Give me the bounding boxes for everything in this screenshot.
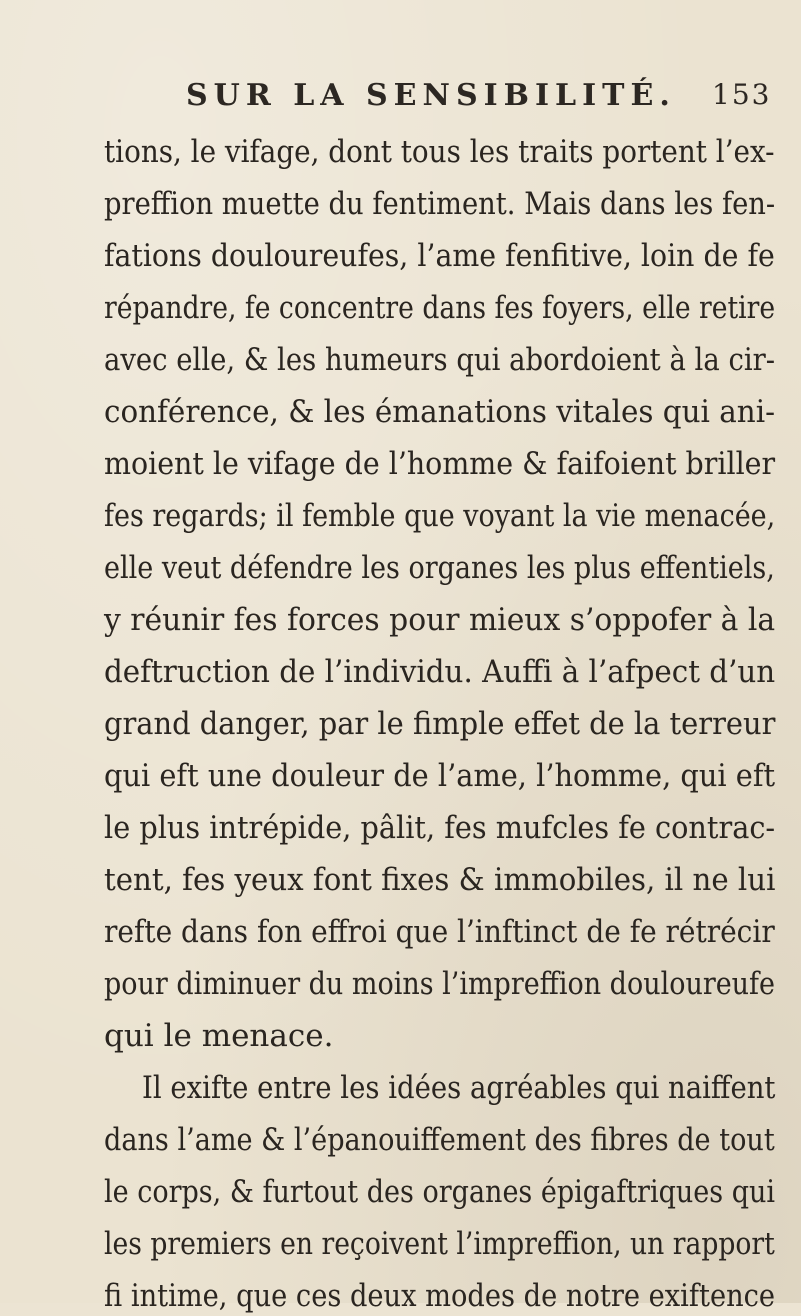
text-line: fations douloureufes, l’ame fenfitive, loin de fe <box>104 238 775 274</box>
text-line: Il exifte entre les idées agréables qui naiffent <box>142 1070 776 1106</box>
text-line: qui le menace. <box>104 1018 334 1054</box>
text-line: qui eft une douleur de l’ame, l’homme, qui eft <box>104 758 776 794</box>
running-head: SUR LA SENSIBILITÉ. <box>186 78 676 113</box>
text-line: elle veut défendre les organes les plus effentiels, <box>104 550 775 586</box>
text-line: moient le vifage de l’homme & faifoient briller <box>104 446 776 482</box>
text-line: fi intime, que ces deux modes de notre exiftence <box>104 1278 776 1314</box>
text-line: les premiers en reçoivent l’impreffion, un rapport <box>104 1226 775 1262</box>
page-number: 153 <box>712 78 772 111</box>
text-line: répandre, fe concentre dans fes foyers, elle retire <box>104 290 776 326</box>
text-line: deftruction de l’individu. Auffi à l’afpect d’un <box>104 654 776 690</box>
text-line: avec elle, & les humeurs qui abordoient à la cir- <box>104 342 776 378</box>
text-line: tent, fes yeux font fixes & immobiles, il ne lui <box>104 862 776 898</box>
page-header <box>186 78 776 122</box>
text-line: grand danger, par le fimple effet de la terreur <box>104 706 776 742</box>
text-line: refte dans fon effroi que l’inftinct de fe rétrécir <box>104 914 775 950</box>
text-line: conférence, & les émanations vitales qui ani- <box>104 394 776 430</box>
text-line: dans l’ame & l’épanouiffement des fibres de tout <box>104 1122 775 1158</box>
text-line: pour diminuer du moins l’impreffion douloureufe <box>104 966 776 1002</box>
text-line: le corps, & furtout des organes épigaftriques qui <box>104 1174 776 1210</box>
text-line: tions, le vifage, dont tous les traits portent l’ex- <box>104 134 775 170</box>
text-line: le plus intrépide, pâlit, fes mufcles fe contrac- <box>104 810 776 846</box>
text-line: y réunir fes forces pour mieux s’oppofer à la <box>104 602 776 638</box>
text-line: fes regards; il femble que voyant la vie menacée, <box>104 498 776 534</box>
text-line: preffion muette du fentiment. Mais dans les fen- <box>104 186 776 222</box>
